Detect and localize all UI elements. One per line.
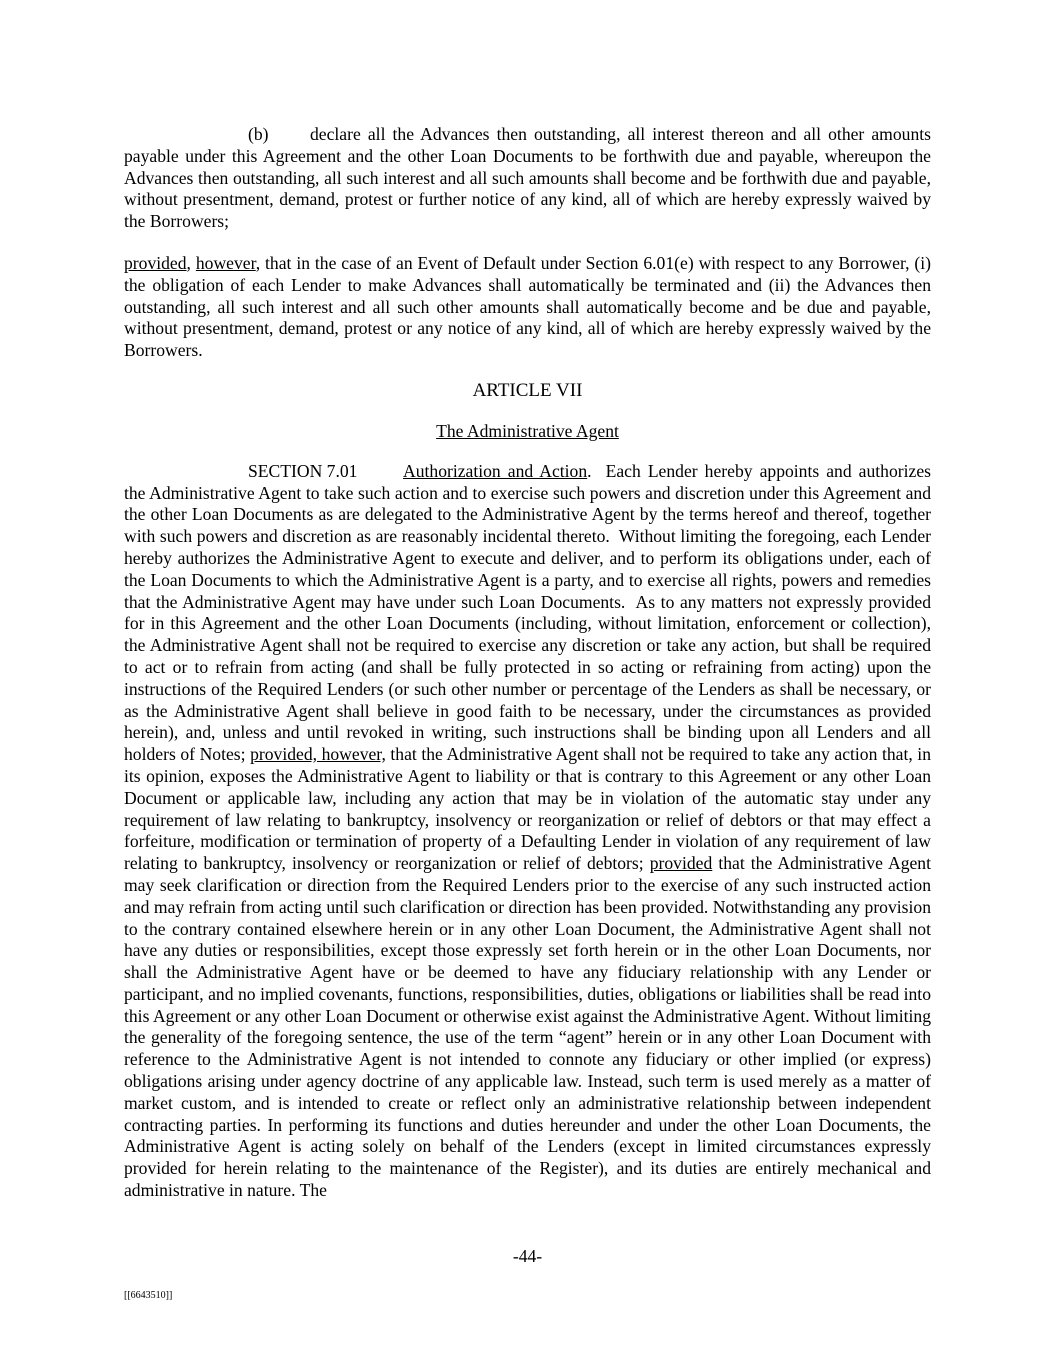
section-text-1: Each Lender hereby appoints and authorizes the Administrative Agent to take such action and to exercise such powers and discretion under this Agreement and the other Loan Documents as are delegated to the Administrative Agent by the terms hereof and thereof, together with such powers and discretion as are reasonably incidental thereto. Without limiting the foregoing, each Lender hereby authorizes the Administrative Agent to execute and deliver, and to perform its obligations under, each of the Loan Documents to which the Administrative Agent is a party, and to exercise all rights, powers and remedies that the Administrative Agent may have under such Loan Documents. As to any matters not expressly provided for in this Agreement and the other Loan Documents (including, without limitation, enforcement or collection), the Administrative Agent shall not be required to exercise any discretion or take any action, but shall be required to act or to refrain from acting (and shall be fully protected in so acting or refraining from acting) upon the instructions of the Required Lenders (or such other number or percentage of the Lenders as shall be necessary, or as the Administrative Agent shall believe in good faith to be necessary, under the circumstances as provided herein), and, unless and until revoked in writing, such instructions shall be binding upon all Lenders and all holders of Notes; <box>124 460 936 765</box>
section-text-2: that the Administrative Agent shall not be required to take any action that, in its opinion, exposes the Administrative Agent to liability or that is contrary to this Agreement or any other Loan Document or applicable law, including any action that may be in violation of the automatic stay under any requirement of law relating to bankruptcy, insolvency or reorganization or relief of debtors or that may effect a forfeiture, modification or termination of property of a Defaulting Lender in violation of any requirement of law relating to bankruptcy, insolvency or reorganization or relief of debtors; <box>124 744 931 874</box>
proviso-provided: provided <box>124 252 187 273</box>
clause-b-label: (b) <box>248 124 269 144</box>
page-number: -44- <box>512 1246 543 1266</box>
document-id: [[6643510]] <box>124 1290 173 1301</box>
section-provided: provided <box>649 853 713 874</box>
article-subheading <box>124 421 931 443</box>
section-number: SECTION 7.01 <box>248 460 358 481</box>
proviso-separator: , <box>186 252 196 273</box>
section-title: Authorization and Action <box>403 460 588 481</box>
proviso-however: however <box>195 252 256 273</box>
clause-b-text: declare all the Advances then outstanding, all interest thereon and all other amounts payable under this Agreement and the other Loan Documents to be forthwith due and payable, whereupon the Advances then outstanding, all such interest and all such amounts shall become and be forthwith due and payable, without presentment, demand, protest or further notice of any kind, all of which are hereby expressly waived by the Borrowers; <box>124 124 931 232</box>
article-heading: ARTICLE VII <box>472 379 583 401</box>
article-subheading-text: The Administrative Agent <box>436 420 619 441</box>
proviso-paragraph <box>124 253 931 362</box>
section-text-3: that the Administrative Agent may seek clarification or direction from the Required Lenders prior to the exercise of any such instructed action and may refrain from acting until such clarification or direction has been provided. Notwithstanding any provision to the contrary contained elsewhere herein or in any other Loan Document, the Administrative Agent shall not have any duties or responsibilities, except those expressly set forth herein or in the other Loan Documents, nor shall the Administrative Agent have or be deemed to have any fiduciary relationship with any Lender or participant, and no implied covenants, functions, responsibilities, duties, obligations or liabilities shall be read into this Agreement or any other Loan Document or otherwise exist against the Administrative Agent. Without limiting the generality of the foregoing sentence, the use of the term “agent” herein or in any other Loan Document with reference to the Administrative Agent is not intended to connote any fiduciary or other implied (or express) obligations arising under agency doctrine of any applicable law. Instead, such term is used merely as a matter of market custom, and is intended to create or reflect only an administrative relationship between independent contracting parties. In performing its functions and duties hereunder and under the other Loan Documents, the Administrative Agent is acting solely on behalf of the Lenders (except in limited circumstances expressly provided for herein relating to the maintenance of the Register), and its duties are entirely mechanical and administrative in nature. The <box>124 853 931 1201</box>
section-provided-however: provided, however, <box>250 744 386 765</box>
document-page <box>124 124 936 1202</box>
section-title-end: . <box>587 460 592 481</box>
clause-b-paragraph <box>124 124 931 233</box>
section-7-01-paragraph <box>124 460 936 1202</box>
proviso-text: , that in the case of an Event of Default under Section 6.01(e) with respect to any Borrower, (i) the obligation of each Lender to make Advances shall automatically be terminated and (ii) the Advances then outstanding, all such interest and all such other amounts shall automatically become and be due and payable, without presentment, demand, protest or any notice of any kind, all of which are hereby expressly waived by the Borrowers. <box>124 252 932 361</box>
